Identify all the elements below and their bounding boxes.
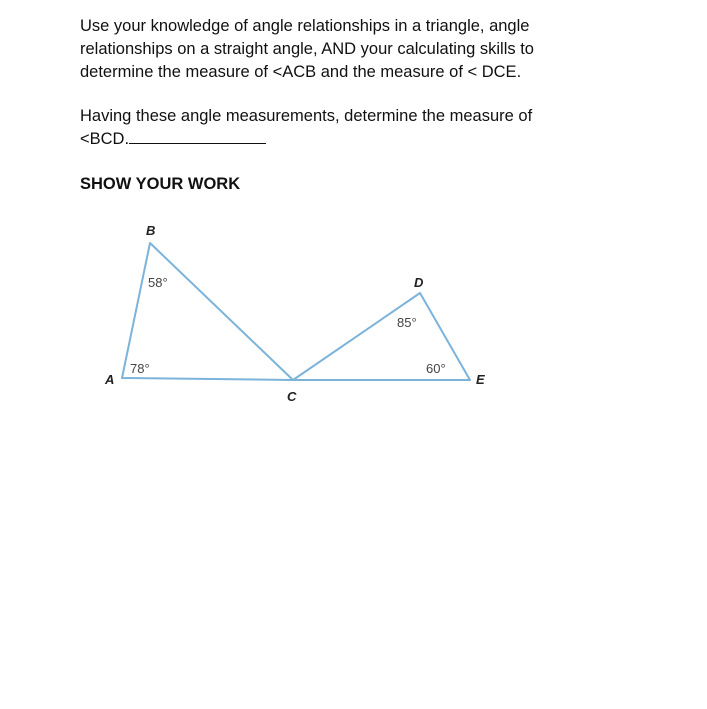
point-label-a: A [105, 372, 115, 387]
point-label-c: C [287, 389, 297, 404]
instruction-line: relationships on a straight angle, AND your calculating skills to [80, 40, 534, 58]
question-text: <BCD. [80, 130, 130, 148]
point-label-e: E [476, 372, 485, 387]
angle-d-label: 85° [397, 315, 417, 330]
question-line: Having these angle measurements, determine the measure of [80, 107, 533, 125]
point-label-b: B [146, 223, 156, 238]
triangle-abc [122, 243, 293, 380]
angle-a-label: 78° [130, 361, 150, 376]
angle-b-label: 58° [148, 275, 168, 290]
instruction-line: Use your knowledge of angle relationships in a triangle, angle [80, 17, 530, 35]
point-label-d: D [414, 275, 424, 290]
instruction-line: determine the measure of <ACB and the measure of < DCE. [80, 63, 522, 81]
angle-e-label: 60° [426, 361, 446, 376]
show-work-heading: SHOW YOUR WORK [80, 175, 241, 193]
